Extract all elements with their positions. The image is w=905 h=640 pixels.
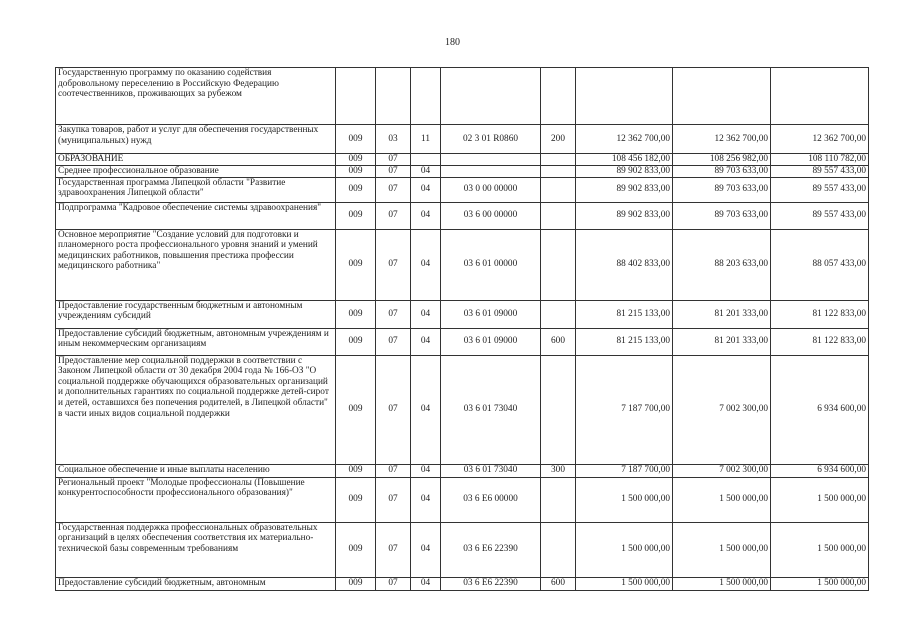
table-cell: 07: [376, 202, 411, 229]
table-cell: 81 122 833,00: [771, 328, 869, 355]
table-cell: 04: [411, 229, 441, 300]
table-cell: [541, 68, 576, 125]
table-cell: 009: [336, 154, 376, 166]
table-cell: [541, 355, 576, 464]
table-cell: 1 500 000,00: [673, 577, 771, 590]
table-cell: [376, 68, 411, 125]
table-cell: 81 215 133,00: [576, 328, 673, 355]
table-cell: [541, 165, 576, 177]
table-cell: 89 703 633,00: [673, 165, 771, 177]
table-row: [56, 202, 869, 229]
page-number: 180: [445, 37, 460, 48]
row-name-cell: Предоставление государственным бюджетным и автономным учреждениям субсидий: [56, 300, 336, 328]
table-cell: [541, 477, 576, 522]
table-cell: 03 6 00 00000: [441, 202, 541, 229]
table-cell: 009: [336, 464, 376, 477]
table-cell: 07: [376, 177, 411, 202]
table-cell: 89 703 633,00: [673, 177, 771, 202]
table-cell: 89 902 833,00: [576, 202, 673, 229]
table-cell: 108 256 982,00: [673, 154, 771, 166]
row-name-cell: Предоставление субсидий бюджетным, автономным: [56, 577, 336, 590]
table-cell: 04: [411, 577, 441, 590]
table-cell: 009: [336, 328, 376, 355]
table-cell: 07: [376, 464, 411, 477]
table-cell: 600: [541, 328, 576, 355]
table-cell: 009: [336, 355, 376, 464]
table-cell: [541, 154, 576, 166]
table-cell: 04: [411, 355, 441, 464]
table-cell: 89 703 633,00: [673, 202, 771, 229]
table-row: [56, 355, 869, 464]
table-cell: 7 187 700,00: [576, 355, 673, 464]
table-cell: 89 557 433,00: [771, 202, 869, 229]
table-row: [56, 154, 869, 166]
table-cell: [441, 154, 541, 166]
table-cell: 07: [376, 154, 411, 166]
table-cell: 03 6 01 73040: [441, 355, 541, 464]
table-row: [56, 577, 869, 590]
table-cell: 009: [336, 165, 376, 177]
table-cell: 81 201 333,00: [673, 328, 771, 355]
table-cell: 1 500 000,00: [576, 522, 673, 577]
row-name-cell: Закупка товаров, работ и услуг для обеспечения государственных (муниципальных) нужд: [56, 125, 336, 154]
table-cell: 6 934 600,00: [771, 355, 869, 464]
table-cell: 7 187 700,00: [576, 464, 673, 477]
table-cell: 11: [411, 125, 441, 154]
table-cell: [411, 68, 441, 125]
table-cell: 12 362 700,00: [673, 125, 771, 154]
table-cell: [576, 68, 673, 125]
row-name-cell: Региональный проект "Молодые профессионалы (Повышение конкурентоспособности профессионального образования)": [56, 477, 336, 522]
row-name-cell: Социальное обеспечение и иные выплаты населению: [56, 464, 336, 477]
budget-table: [55, 67, 869, 591]
table-cell: 009: [336, 477, 376, 522]
table-cell: [673, 68, 771, 125]
table-cell: 89 902 833,00: [576, 165, 673, 177]
row-name-cell: Государственную программу по оказанию содействия добровольному переселению в Российскую Федерацию соотечественников, проживающих за рубежом: [56, 68, 336, 125]
table-cell: 03 6 E6 22390: [441, 577, 541, 590]
row-name-cell: Подпрограмма "Кадровое обеспечение системы здравоохранения": [56, 202, 336, 229]
row-name-cell: Среднее профессиональное образование: [56, 165, 336, 177]
table-cell: 009: [336, 202, 376, 229]
table-cell: 1 500 000,00: [576, 477, 673, 522]
table-row: [56, 300, 869, 328]
table-cell: 009: [336, 229, 376, 300]
table-row: [56, 165, 869, 177]
table-row: [56, 328, 869, 355]
row-name-cell: ОБРАЗОВАНИЕ: [56, 154, 336, 166]
table-cell: 07: [376, 300, 411, 328]
table-cell: 07: [376, 165, 411, 177]
table-cell: 89 557 433,00: [771, 165, 869, 177]
table-cell: 07: [376, 577, 411, 590]
row-name-cell: Предоставление мер социальной поддержки в соответствии с Законом Липецкой области от 30 декабря 2004 года № 166-ОЗ "О социальной поддержке обучающихся образовательных организаций и дополнительных гарантиях по социальной поддержке детей-сирот и детей, оставшихся без попечения родителей, в Липецкой области" в части иных видов социальной поддержки: [56, 355, 336, 464]
table-cell: 88 203 633,00: [673, 229, 771, 300]
table-cell: [541, 177, 576, 202]
table-cell: 1 500 000,00: [673, 522, 771, 577]
row-name-cell: Основное мероприятие "Создание условий для подготовки и планомерного роста профессионального уровня знаний и умений медицинских работников, повышения престижа профессии медицинского работника": [56, 229, 336, 300]
table-cell: 600: [541, 577, 576, 590]
table-cell: 7 002 300,00: [673, 355, 771, 464]
table-cell: 04: [411, 300, 441, 328]
table-cell: 009: [336, 177, 376, 202]
table-cell: [541, 522, 576, 577]
table-cell: 03 6 E6 22390: [441, 522, 541, 577]
table-cell: 6 934 600,00: [771, 464, 869, 477]
table-cell: 04: [411, 464, 441, 477]
table-cell: 03: [376, 125, 411, 154]
table-cell: 1 500 000,00: [771, 577, 869, 590]
table-cell: 88 057 433,00: [771, 229, 869, 300]
row-name-cell: Предоставление субсидий бюджетным, автономным учреждениям и иным некоммерческим организациям: [56, 328, 336, 355]
table-cell: 04: [411, 477, 441, 522]
table-cell: 03 0 00 00000: [441, 177, 541, 202]
table-cell: 009: [336, 577, 376, 590]
table-row: [56, 464, 869, 477]
table-cell: 03 6 01 09000: [441, 328, 541, 355]
table-row: [56, 68, 869, 125]
table-cell: 04: [411, 177, 441, 202]
table-cell: 89 902 833,00: [576, 177, 673, 202]
table-cell: 009: [336, 300, 376, 328]
table-row: [56, 522, 869, 577]
table-cell: [771, 68, 869, 125]
table-cell: 07: [376, 229, 411, 300]
table-row: [56, 125, 869, 154]
table-row: [56, 229, 869, 300]
table-cell: 03 6 E6 00000: [441, 477, 541, 522]
table-cell: 108 456 182,00: [576, 154, 673, 166]
table-cell: 89 557 433,00: [771, 177, 869, 202]
table-cell: 04: [411, 165, 441, 177]
table-cell: 07: [376, 355, 411, 464]
table-row: [56, 177, 869, 202]
table-cell: 07: [376, 477, 411, 522]
table-cell: [541, 300, 576, 328]
row-name-cell: Государственная поддержка профессиональных образовательных организаций в целях обеспечения соответствия их материально-технической базы современным требованиям: [56, 522, 336, 577]
table-cell: [541, 202, 576, 229]
table-cell: 009: [336, 125, 376, 154]
table-cell: [336, 68, 376, 125]
table-cell: 12 362 700,00: [576, 125, 673, 154]
table-cell: 07: [376, 328, 411, 355]
table-cell: 81 122 833,00: [771, 300, 869, 328]
table-row: [56, 477, 869, 522]
table-cell: 009: [336, 522, 376, 577]
table-cell: 03 6 01 09000: [441, 300, 541, 328]
table-cell: 04: [411, 328, 441, 355]
table-cell: 7 002 300,00: [673, 464, 771, 477]
table-cell: 1 500 000,00: [771, 522, 869, 577]
table-cell: 12 362 700,00: [771, 125, 869, 154]
table-cell: 07: [376, 522, 411, 577]
table-cell: [441, 165, 541, 177]
row-name-cell: Государственная программа Липецкой области "Развитие здравоохранения Липецкой области": [56, 177, 336, 202]
table-cell: 1 500 000,00: [771, 477, 869, 522]
table-cell: 04: [411, 522, 441, 577]
table-cell: 81 201 333,00: [673, 300, 771, 328]
table-cell: [441, 68, 541, 125]
table-cell: 88 402 833,00: [576, 229, 673, 300]
table-cell: 200: [541, 125, 576, 154]
table-cell: 108 110 782,00: [771, 154, 869, 166]
table-cell: 02 3 01 R0860: [441, 125, 541, 154]
table-cell: 81 215 133,00: [576, 300, 673, 328]
table-cell: 03 6 01 00000: [441, 229, 541, 300]
table-cell: 04: [411, 202, 441, 229]
table-cell: 1 500 000,00: [673, 477, 771, 522]
table-cell: [541, 229, 576, 300]
table-cell: 300: [541, 464, 576, 477]
table-cell: 03 6 01 73040: [441, 464, 541, 477]
table-cell: [411, 154, 441, 166]
table-cell: 1 500 000,00: [576, 577, 673, 590]
